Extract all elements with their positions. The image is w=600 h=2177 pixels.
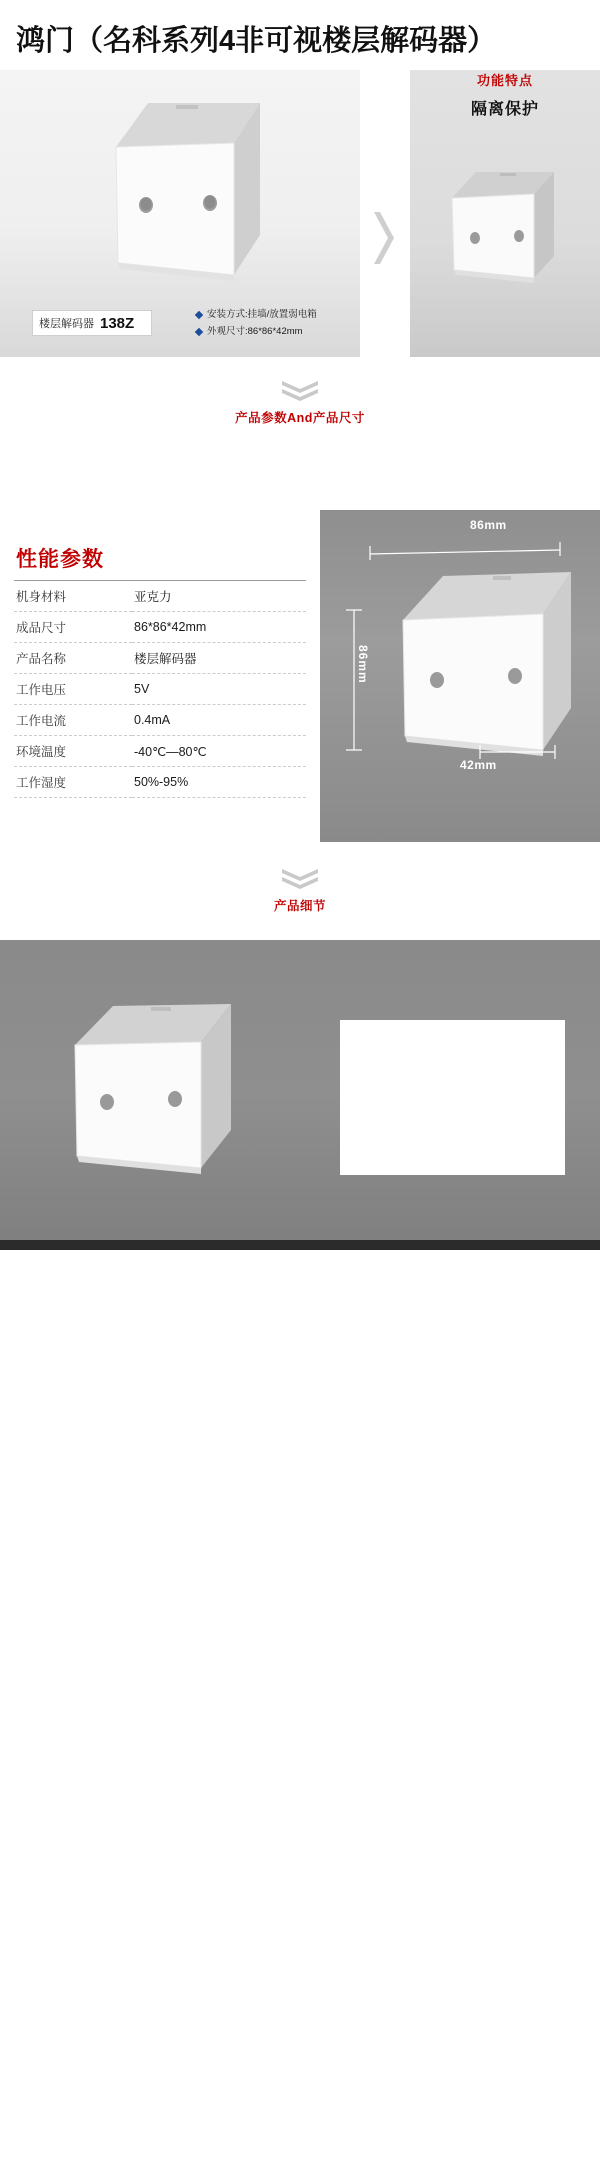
feature-title: 功能特点 <box>476 73 533 88</box>
params-table <box>14 580 306 798</box>
section-title: 性能参数 <box>16 548 104 571</box>
table-row <box>14 767 306 798</box>
list-item <box>196 308 371 322</box>
spec-text: 外观尺寸:86*86*42mm <box>207 326 303 337</box>
params-left-panel <box>0 510 320 842</box>
detail-closeup-box <box>340 1020 565 1175</box>
dimension-label-width: 86mm <box>470 518 507 532</box>
param-key: 工作电压 <box>14 674 132 705</box>
table-row <box>14 705 306 736</box>
brand-name: 鸿门 <box>16 25 75 57</box>
dimension-label-height: 86mm <box>356 645 370 684</box>
param-value: 楼层解码器 <box>132 643 306 674</box>
table-row <box>14 674 306 705</box>
table-row <box>14 736 306 767</box>
diamond-bullet-icon <box>195 328 203 336</box>
param-key: 工作湿度 <box>14 767 132 798</box>
model-tag-value: 138Z <box>100 314 135 332</box>
param-key: 工作电流 <box>14 705 132 736</box>
chevron-down-double-icon <box>280 868 320 890</box>
param-key: 成品尺寸 <box>14 612 132 643</box>
divider-detail <box>0 868 600 914</box>
param-value: 86*86*42mm <box>132 612 306 643</box>
footer-bar <box>0 1240 600 1250</box>
chevron-down-double-icon <box>280 380 320 402</box>
dimension-diagram-panel <box>320 510 600 842</box>
dimension-line-width <box>365 540 565 560</box>
param-value: 50%-95% <box>132 767 306 798</box>
spec-text: 安装方式:挂墙/放置弱电箱 <box>207 309 317 320</box>
param-value: 5V <box>132 674 306 705</box>
feature-subtitle: 隔离保护 <box>470 101 539 118</box>
chevron-right-icon <box>372 210 400 266</box>
divider-label: 产品参数And产品尺寸 <box>235 411 365 425</box>
model-tag <box>32 310 152 336</box>
dimension-label-depth: 42mm <box>460 758 497 772</box>
product-image-main <box>88 85 268 295</box>
param-value: -40℃—80℃ <box>132 736 306 767</box>
param-key: 产品名称 <box>14 643 132 674</box>
params-section <box>0 510 600 842</box>
page-header <box>0 0 600 70</box>
param-key: 机身材料 <box>14 581 132 612</box>
param-value: 0.4mA <box>132 705 306 736</box>
param-value: 亚克力 <box>132 581 306 612</box>
table-row <box>14 612 306 643</box>
list-item <box>196 325 371 339</box>
product-image-feature <box>438 158 566 288</box>
param-key: 环境温度 <box>14 736 132 767</box>
table-row <box>14 581 306 612</box>
product-title: （名科系列4非可视楼层解码器） <box>74 25 497 57</box>
table-row <box>14 643 306 674</box>
product-image-detail-large <box>55 990 245 1185</box>
spec-list <box>196 308 371 342</box>
page-title <box>16 18 496 59</box>
diamond-bullet-icon <box>195 311 203 319</box>
model-tag-label: 楼层解码器 <box>39 318 94 330</box>
divider-label: 产品细节 <box>273 899 326 913</box>
divider-params <box>0 380 600 426</box>
